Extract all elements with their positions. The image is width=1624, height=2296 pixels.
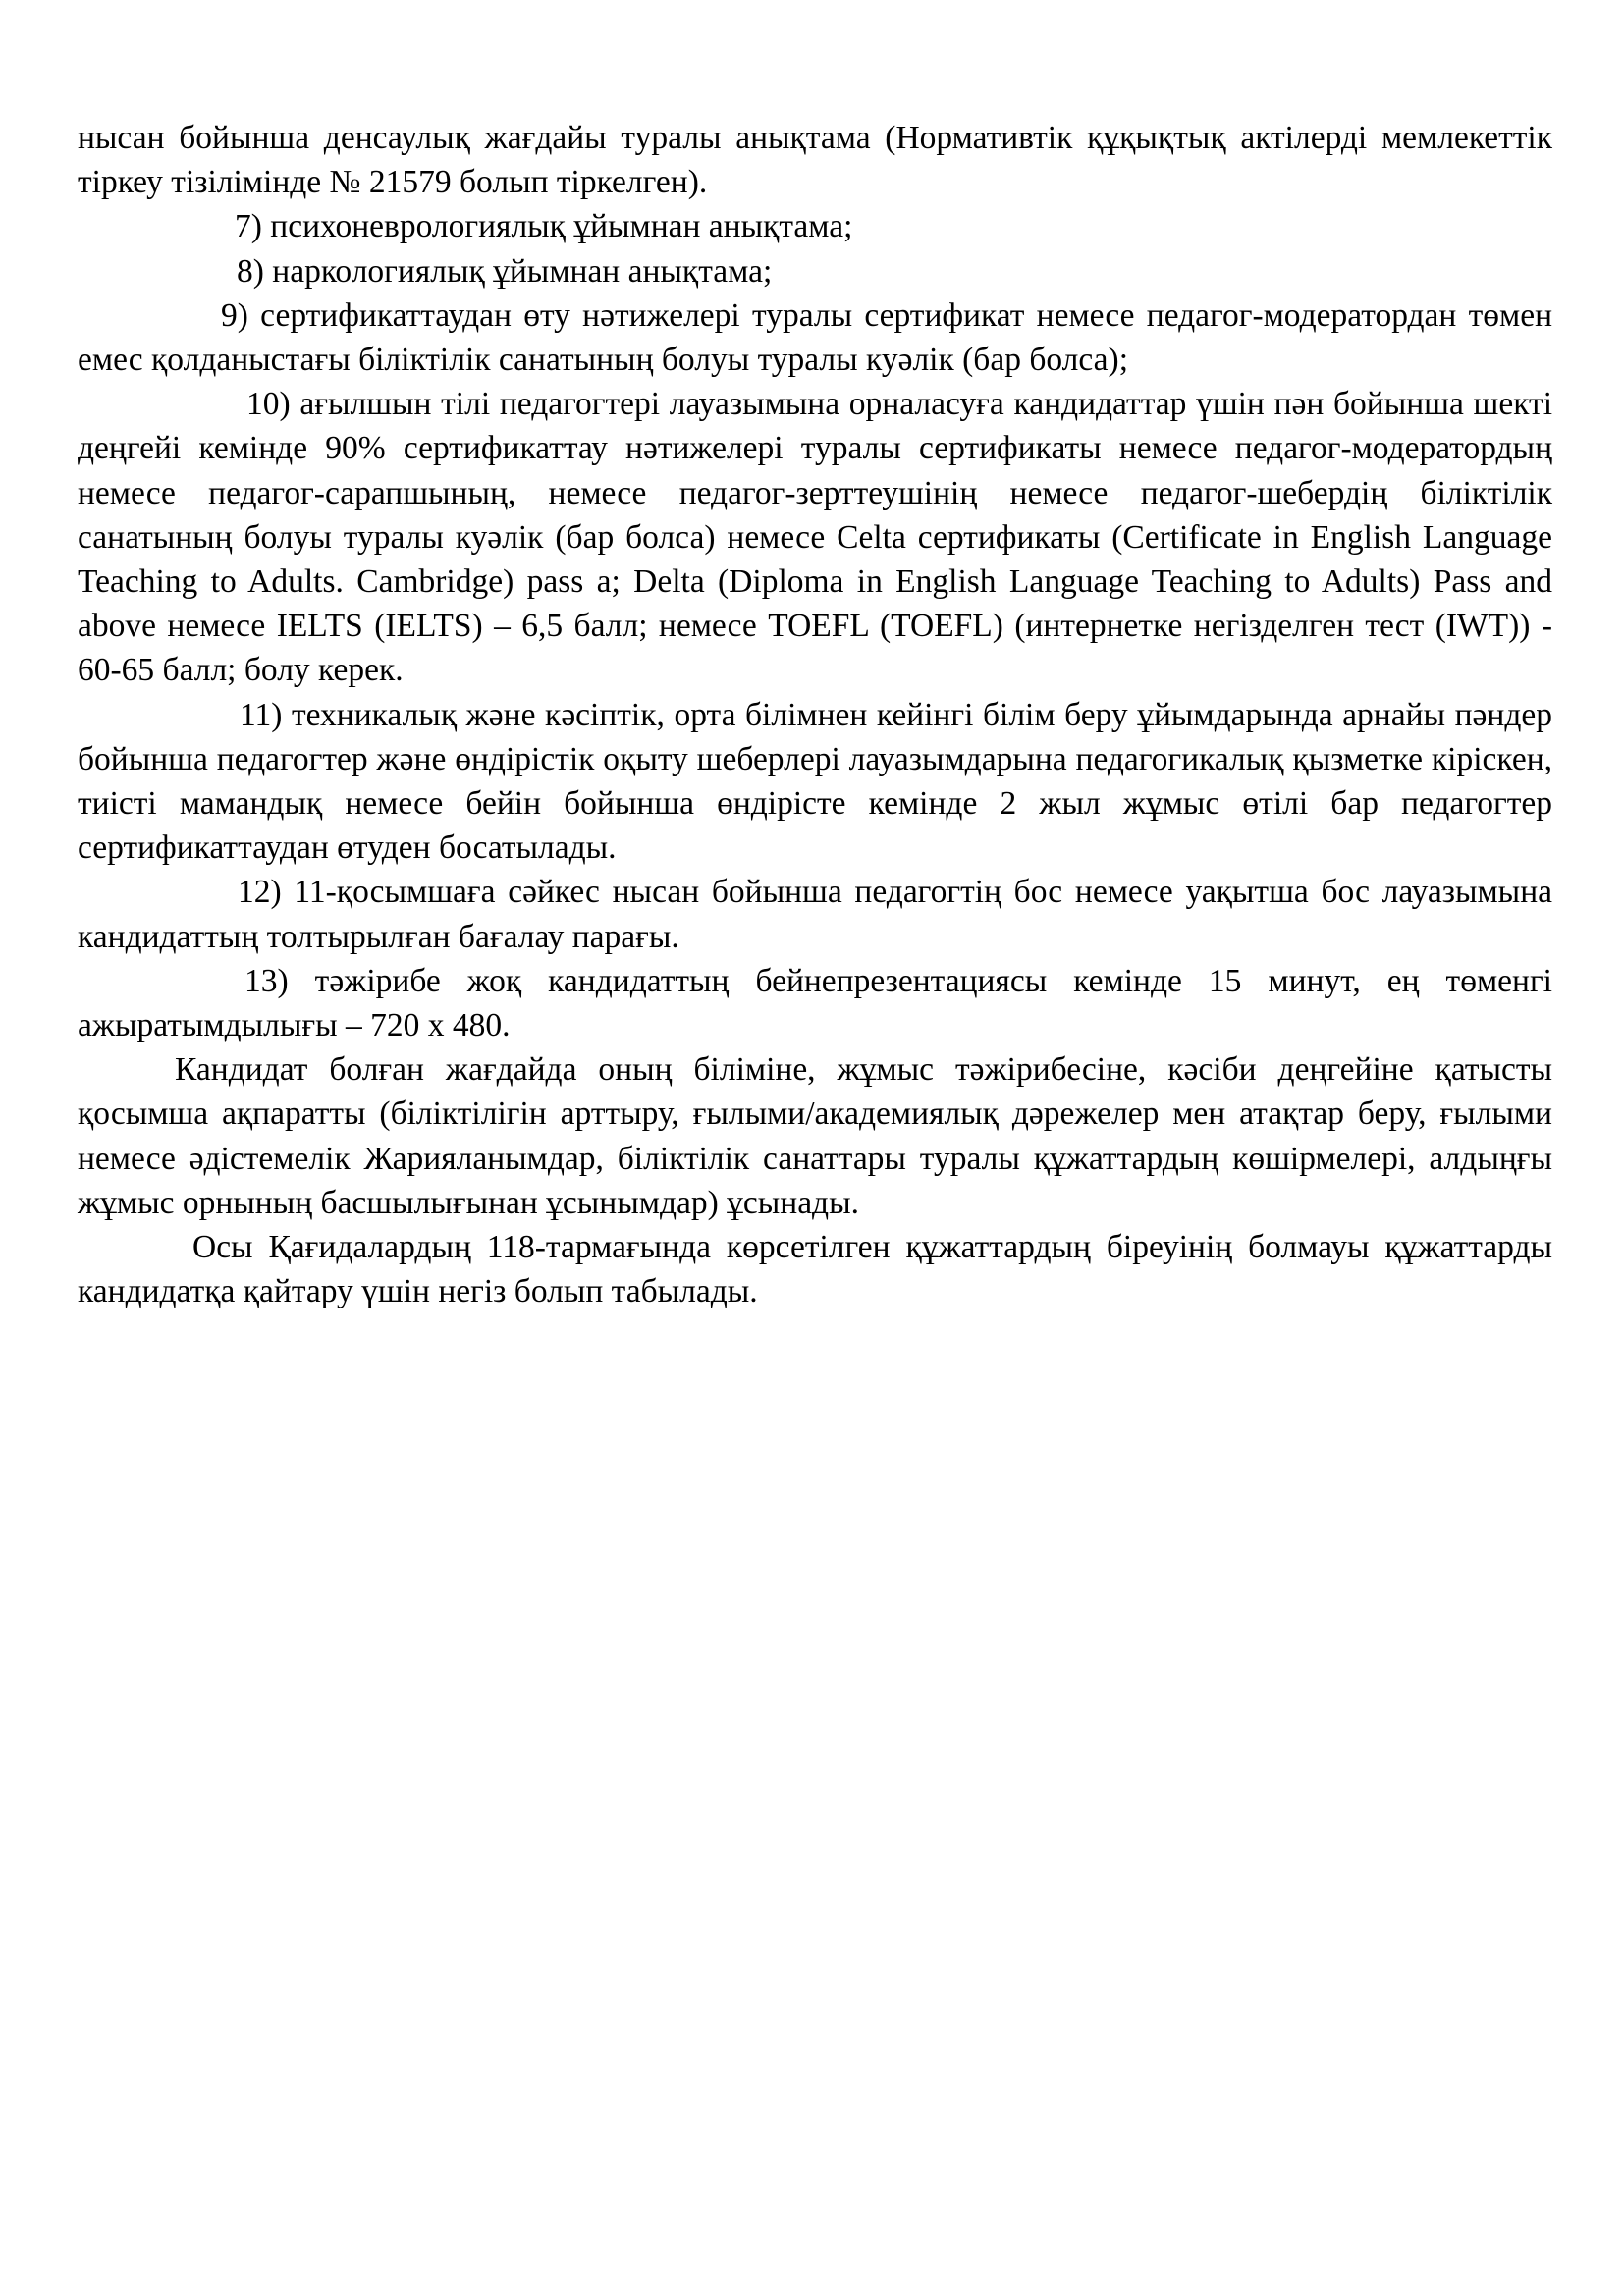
list-item-11-certification-exemption: 11) техникалық және кәсіптік, орта білімнен кейінгі білім беру ұйымдарында арнайы пәндер бойынша педагогтер және өндірістік оқыту шеберлері лауазымдарына педагогикалық қызметке кіріскен, тиісті мамандық немесе бейін бойынша өндірісте кемінде 2 жыл жұмыс өтілі бар педагогтер сертификаттаудан өтуден босатылады.: [78, 696, 1552, 867]
paragraph-additional-information: Кандидат болған жағдайда оның біліміне, жұмыс тәжірибесіне, кәсіби деңгейіне қатысты қосымша ақпаратты (біліктілігін арттыру, ғылыми/академиялық дәрежелер мен атақтар беру, ғылыми немесе әдістемелік Жарияланымдар, біліктілік санаттары туралы құжаттардың көшірмелері, алдыңғы жұмыс орнының басшылығынан ұсынымдар) ұсынады.: [78, 1051, 1552, 1221]
list-item-8-narcology-certificate: 8) наркологиялық ұйымнан анықтама;: [237, 252, 773, 290]
list-item-7-psychoneurology-certificate: 7) психоневрологиялық ұйымнан анықтама;: [235, 208, 853, 245]
document-body: [78, 116, 1552, 1313]
list-item-10-english-teacher-requirements: 10) ағылшын тілі педагогтері лауазымына орналасуға кандидаттар үшін пән бойынша шекті деңгейі кемінде 90% сертификаттау нәтижелері туралы сертификаты немесе педагог-модератордың немесе педагог-сарапшының, немесе педагог-зерттеушінің немесе педагог-шебердің біліктілік санатының болуы туралы куәлік (бар болса) немесе Celta сертификаты (Certificate in English Language Teaching to Adults. Cambridge) pass a; Delta (Diploma in English Language Teaching to Adults) Pass and above немесе IELTS (IELTS) – 6,5 балл; немесе TOEFL (TOEFL) (интернетке негізделген тест (IWT)) - 60-65 балл; болу керек.: [78, 386, 1552, 689]
list-item-13-video-presentation: 13) тәжірибе жоқ кандидаттың бейнепрезентациясы кемінде 15 минут, ең төменгі ажыратымдылығы – 720 x 480.: [78, 962, 1552, 1044]
list-item-9-certification-results: 9) сертификаттаудан өту нәтижелері туралы сертификат немесе педагог-модератордан төмен емес қолданыстағы біліктілік санатының болуы туралы куәлік (бар болса);: [78, 296, 1552, 379]
paragraph-health-certificate-continuation: нысан бойынша денсаулық жағдайы туралы анықтама (Нормативтік құқықтық актілерді мемлекеттік тіркеу тізілімінде № 21579 болып тіркелген).: [78, 120, 1552, 201]
list-item-12-evaluation-sheet: 12) 11-қосымшаға сәйкес нысан бойынша педагогтің бос немесе уақытша бос лауазымына кандидаттың толтырылған бағалау парағы.: [78, 874, 1552, 955]
paragraph-document-return-grounds: Осы Қағидалардың 118-тармағында көрсетілген құжаттардың біреуінің болмауы құжаттарды кандидатқа қайтару үшін негіз болып табылады.: [78, 1229, 1552, 1310]
